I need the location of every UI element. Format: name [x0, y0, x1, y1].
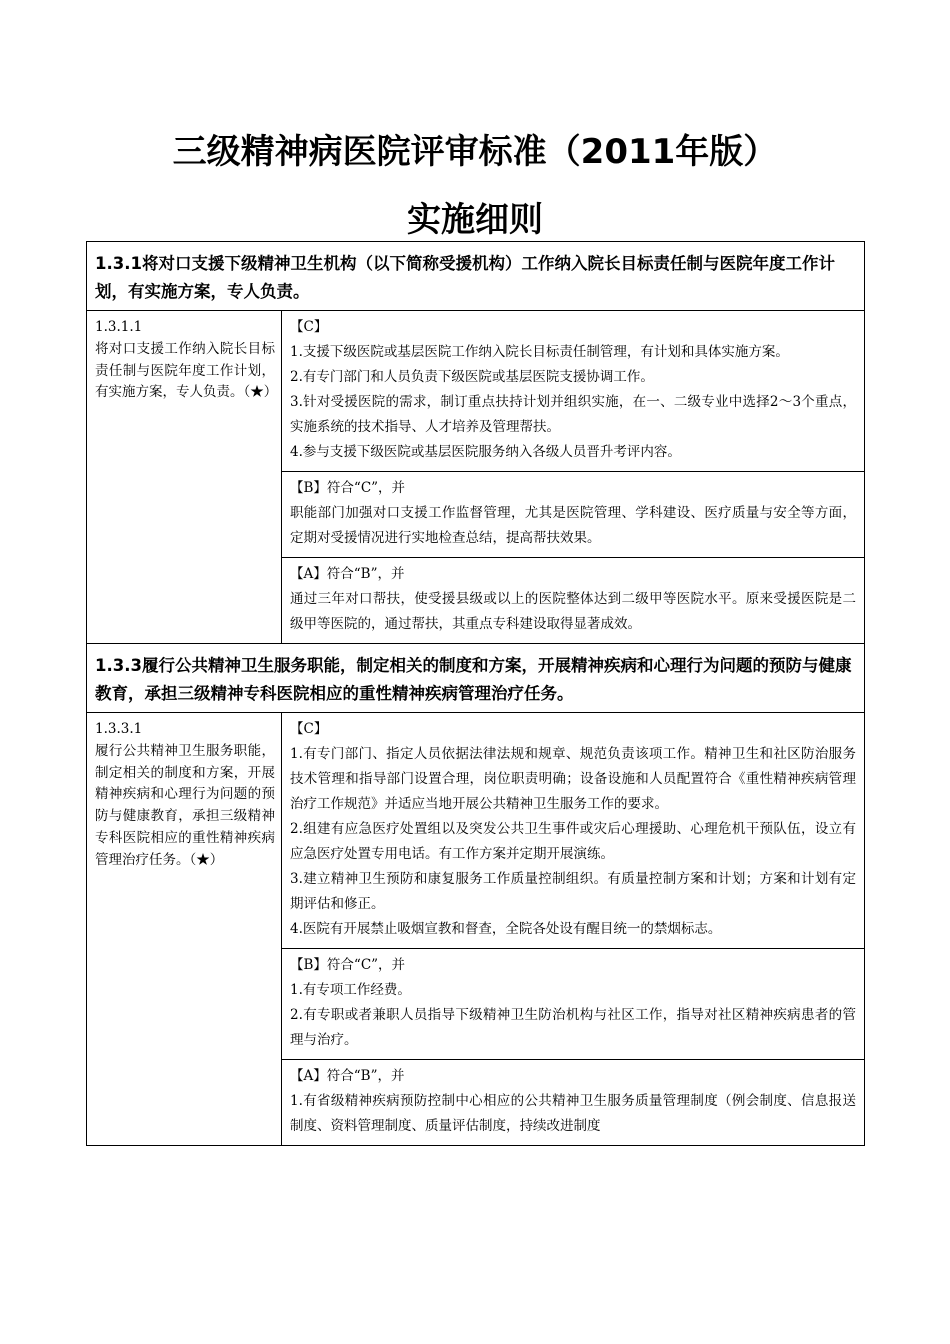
grade-line: 1.有专门部门、指定人员依据法律法规和规章、规范负责该项工作。精神卫生和社区防治服务技术管理和指导部门设置合理，岗位职责明确；设备设施和人员配置符合《重性精神疾病管理治疗工作规范》并适应当地开展公共精神卫生服务工作的要求。	[290, 746, 856, 812]
item-id: 1.3.3.1	[95, 721, 143, 737]
grade-label: 【C】	[290, 319, 328, 335]
grade-row	[87, 311, 865, 472]
item-cell	[87, 311, 282, 644]
grade-line: 1.支援下级医院或基层医院工作纳入院长目标责任制管理，有计划和具体实施方案。	[290, 344, 789, 360]
grade-line: 通过三年对口帮扶，使受援县级或以上的医院整体达到二级甲等医院水平。原来受援医院是二级甲等医院的，通过帮扶，其重点专科建设取得显著成效。	[290, 591, 856, 632]
grade-b-cell	[282, 949, 865, 1060]
grade-line: 1.有专项工作经费。	[290, 982, 411, 998]
item-text: 将对口支援工作纳入院长目标责任制与医院年度工作计划，有实施方案，专人负责。（★）	[95, 340, 278, 401]
grade-line: 1.有省级精神疾病预防控制中心相应的公共精神卫生服务质量管理制度（例会制度、信息报送制度、资料管理制度、质量评估制度，持续改进制度	[290, 1093, 856, 1134]
grade-label: 【A】符合“B”，并	[290, 1068, 405, 1084]
grade-a-cell	[282, 558, 865, 644]
grade-c-cell	[282, 713, 865, 949]
grade-label: 【C】	[290, 721, 328, 737]
document-subtitle: 实施细则	[407, 200, 543, 240]
grade-line: 4.参与支援下级医院或基层医院服务纳入各级人员晋升考评内容。	[290, 444, 681, 460]
grade-line: 2.组建有应急医疗处置组以及突发公共卫生事件或灾后心理援助、心理危机干预队伍，设立有应急医疗处置专用电话。有工作方案并定期开展演练。	[290, 821, 856, 862]
section-header: 1.3.1将对口支援下级精神卫生机构（以下简称受援机构）工作纳入院长目标责任制与医院年度工作计划，有实施方案，专人负责。	[87, 242, 865, 311]
grade-line: 3.针对受援医院的需求，制订重点扶持计划并组织实施，在一、二级专业中选择2～3个重点，实施系统的技术指导、人才培养及管理帮扶。	[290, 394, 856, 435]
grade-line: 3.建立精神卫生预防和康复服务工作质量控制组织。有质量控制方案和计划；方案和计划有定期评估和修正。	[290, 871, 856, 912]
document-title: 三级精神病医院评审标准（2011年版）	[172, 132, 778, 172]
grade-a-cell	[282, 1060, 865, 1146]
standards-table	[86, 241, 865, 1146]
section-header-row	[87, 242, 865, 311]
grade-row	[87, 713, 865, 949]
grade-c-cell	[282, 311, 865, 472]
grade-line: 2.有专职或者兼职人员指导下级精神卫生防治机构与社区工作，指导对社区精神疾病患者的管理与治疗。	[290, 1007, 856, 1048]
item-id: 1.3.1.1	[95, 319, 143, 335]
item-cell	[87, 713, 282, 1146]
grade-label: 【B】符合“C”，并	[290, 480, 406, 496]
section-header: 1.3.3履行公共精神卫生服务职能，制定相关的制度和方案，开展精神疾病和心理行为问题的预防与健康教育，承担三级精神专科医院相应的重性精神疾病管理治疗任务。	[87, 644, 865, 713]
grade-line: 4.医院有开展禁止吸烟宣教和督查，全院各处设有醒目统一的禁烟标志。	[290, 921, 722, 937]
item-text: 履行公共精神卫生服务职能，制定相关的制度和方案，开展精神疾病和心理行为问题的预防与健康教育，承担三级精神专科医院相应的重性精神疾病管理治疗任务。（★）	[95, 742, 275, 868]
grade-label: 【B】符合“C”，并	[290, 957, 406, 973]
grade-label: 【A】符合“B”，并	[290, 566, 405, 582]
grade-line: 2.有专门部门和人员负责下级医院或基层医院支援协调工作。	[290, 369, 654, 385]
grade-line: 职能部门加强对口支援工作监督管理，尤其是医院管理、学科建设、医疗质量与安全等方面，定期对受援情况进行实地检查总结，提高帮扶效果。	[290, 505, 856, 546]
grade-b-cell	[282, 472, 865, 558]
section-header-row	[87, 644, 865, 713]
